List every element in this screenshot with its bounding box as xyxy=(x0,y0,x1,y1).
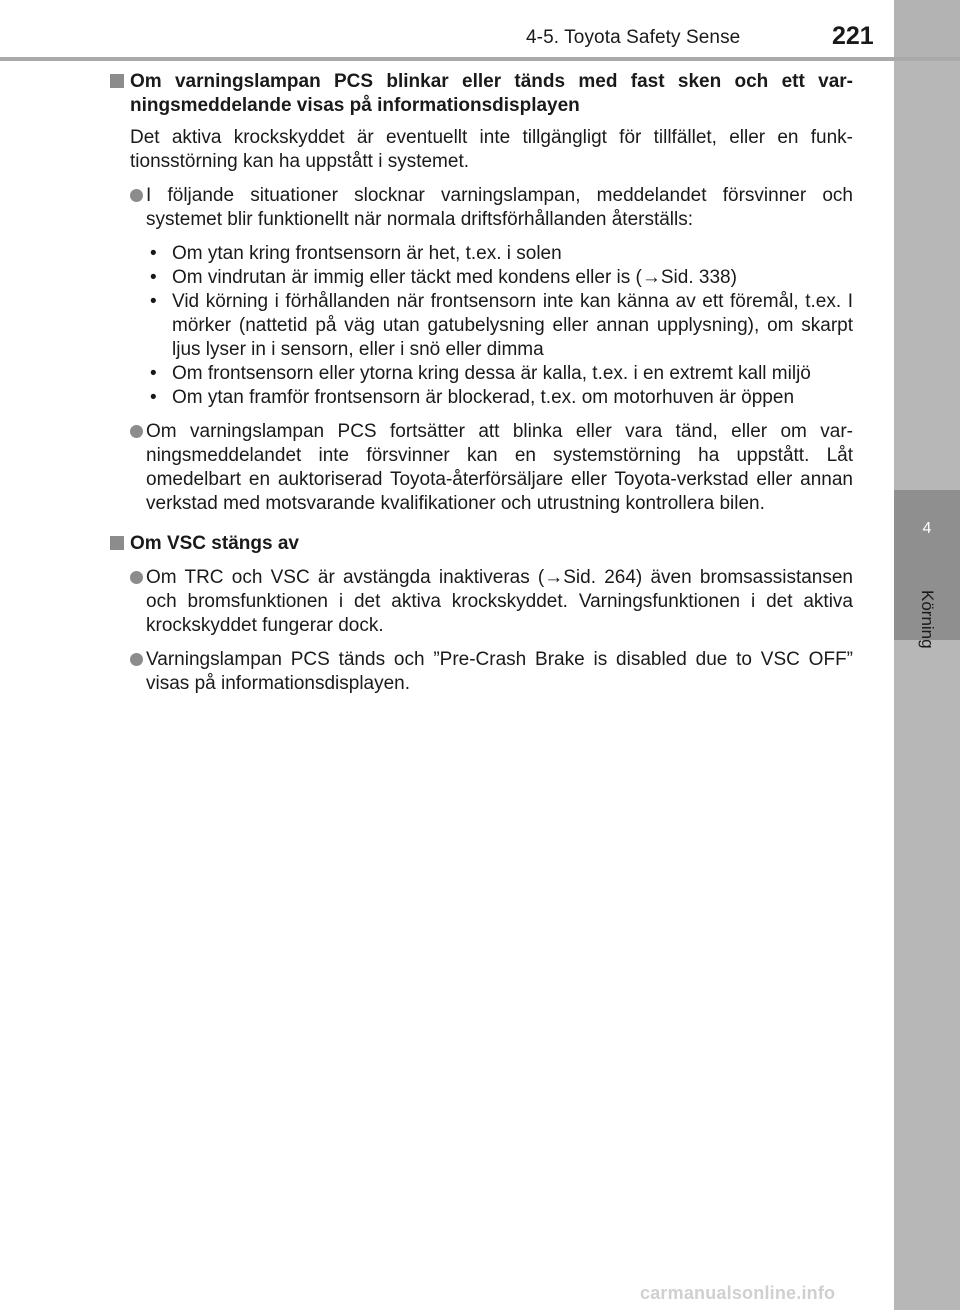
dot-bullet-icon: • xyxy=(150,267,157,288)
footer-watermark: carmanualsonline.info xyxy=(640,1283,836,1303)
sub-list-item xyxy=(146,242,853,266)
list-item-text: Varningslampan PCS tänds och ”Pre-Crash Brake is disabled due to VSC OFF” visas på informationsdisplayen. xyxy=(146,649,853,694)
page-content xyxy=(110,70,853,696)
dot-bullet-icon: • xyxy=(150,387,157,408)
circle-bullet-icon xyxy=(130,653,143,666)
chapter-label: Körning xyxy=(918,590,937,649)
section-heading xyxy=(110,70,853,118)
dot-bullet-icon: • xyxy=(150,243,157,264)
circle-bullet-icon xyxy=(130,571,143,584)
sub-list-item-text: Om ytan kring frontsensorn är het, t.ex. i solen xyxy=(172,243,562,264)
square-bullet-icon xyxy=(110,74,124,88)
section xyxy=(110,532,853,696)
list-item xyxy=(130,184,853,232)
sub-list-item xyxy=(146,290,853,362)
list-item-text: Om TRC och VSC är avstängda inaktiveras (→Sid. 264) även bromsassistansen och bromsfunktionen i det aktiva krockskyddet. Varningsfunktionen i det aktiva krockskyddet fungerar dock. xyxy=(146,567,853,636)
sub-list-item-text: Vid körning i förhållanden när frontsensorn inte kan känna av ett föremål, t.ex. I mörker (nattetid på väg utan gatubelysning eller annan upplysning), om skarpt ljus lyser in i sensorn, eller i snö eller dimma xyxy=(172,291,853,360)
header-rule xyxy=(0,57,960,61)
list-item xyxy=(130,648,853,696)
sub-list-item xyxy=(146,386,853,410)
dot-bullet-icon: • xyxy=(150,291,157,312)
section-heading-text: Om VSC stängs av xyxy=(130,533,299,554)
side-tab-top xyxy=(894,0,960,57)
sub-list-item-text: Om ytan framför frontsensorn är blockerad, t.ex. om motorhuven är öppen xyxy=(172,387,795,408)
page-number: 221 xyxy=(832,22,874,50)
circle-bullet-icon xyxy=(130,189,143,202)
list-item xyxy=(130,420,853,516)
circle-bullet-icon xyxy=(130,425,143,438)
section-heading-text: Om varningslampan PCS blinkar eller tänds med fast sken och ett varningsmeddelande visas på informationsdisplayen xyxy=(130,71,853,116)
list-item-text: I följande situationer slocknar varningslampan, meddelandet försvinner och systemet blir funktionellt när normala driftsförhållanden återställs: xyxy=(146,185,853,230)
sub-list xyxy=(146,242,853,410)
section xyxy=(110,70,853,516)
list-item xyxy=(130,566,853,638)
list-item-text: Om varningslampan PCS fortsätter att blinka eller vara tänd, eller om varningsmeddelandet inte försvinner kan en systemstörning ha uppstått. Låt omedelbart en auktoriserad Toyota-återförsäljare eller Toyota-verkstad eller annan verkstad med motsvarande kvalifikationer och utrustning kontrollera bilen. xyxy=(146,421,853,514)
section-heading xyxy=(110,532,853,556)
dot-bullet-icon: • xyxy=(150,363,157,384)
section-paragraph: Det aktiva krockskyddet är eventuellt inte tillgängligt för tillfället, eller en funktionsstörning kan ha uppstått i systemet. xyxy=(130,127,853,172)
sub-list-item xyxy=(146,362,853,386)
sub-list-item xyxy=(146,266,853,290)
sub-list-item-text: Om frontsensorn eller ytorna kring dessa är kalla, t.ex. i en extremt kall miljö xyxy=(172,363,811,384)
chapter-number: 4 xyxy=(922,520,932,537)
sub-list-item-text: Om vindrutan är immig eller täckt med kondens eller is (→Sid. 338) xyxy=(172,267,737,288)
square-bullet-icon xyxy=(110,536,124,550)
section-title: 4-5. Toyota Safety Sense xyxy=(526,27,741,48)
